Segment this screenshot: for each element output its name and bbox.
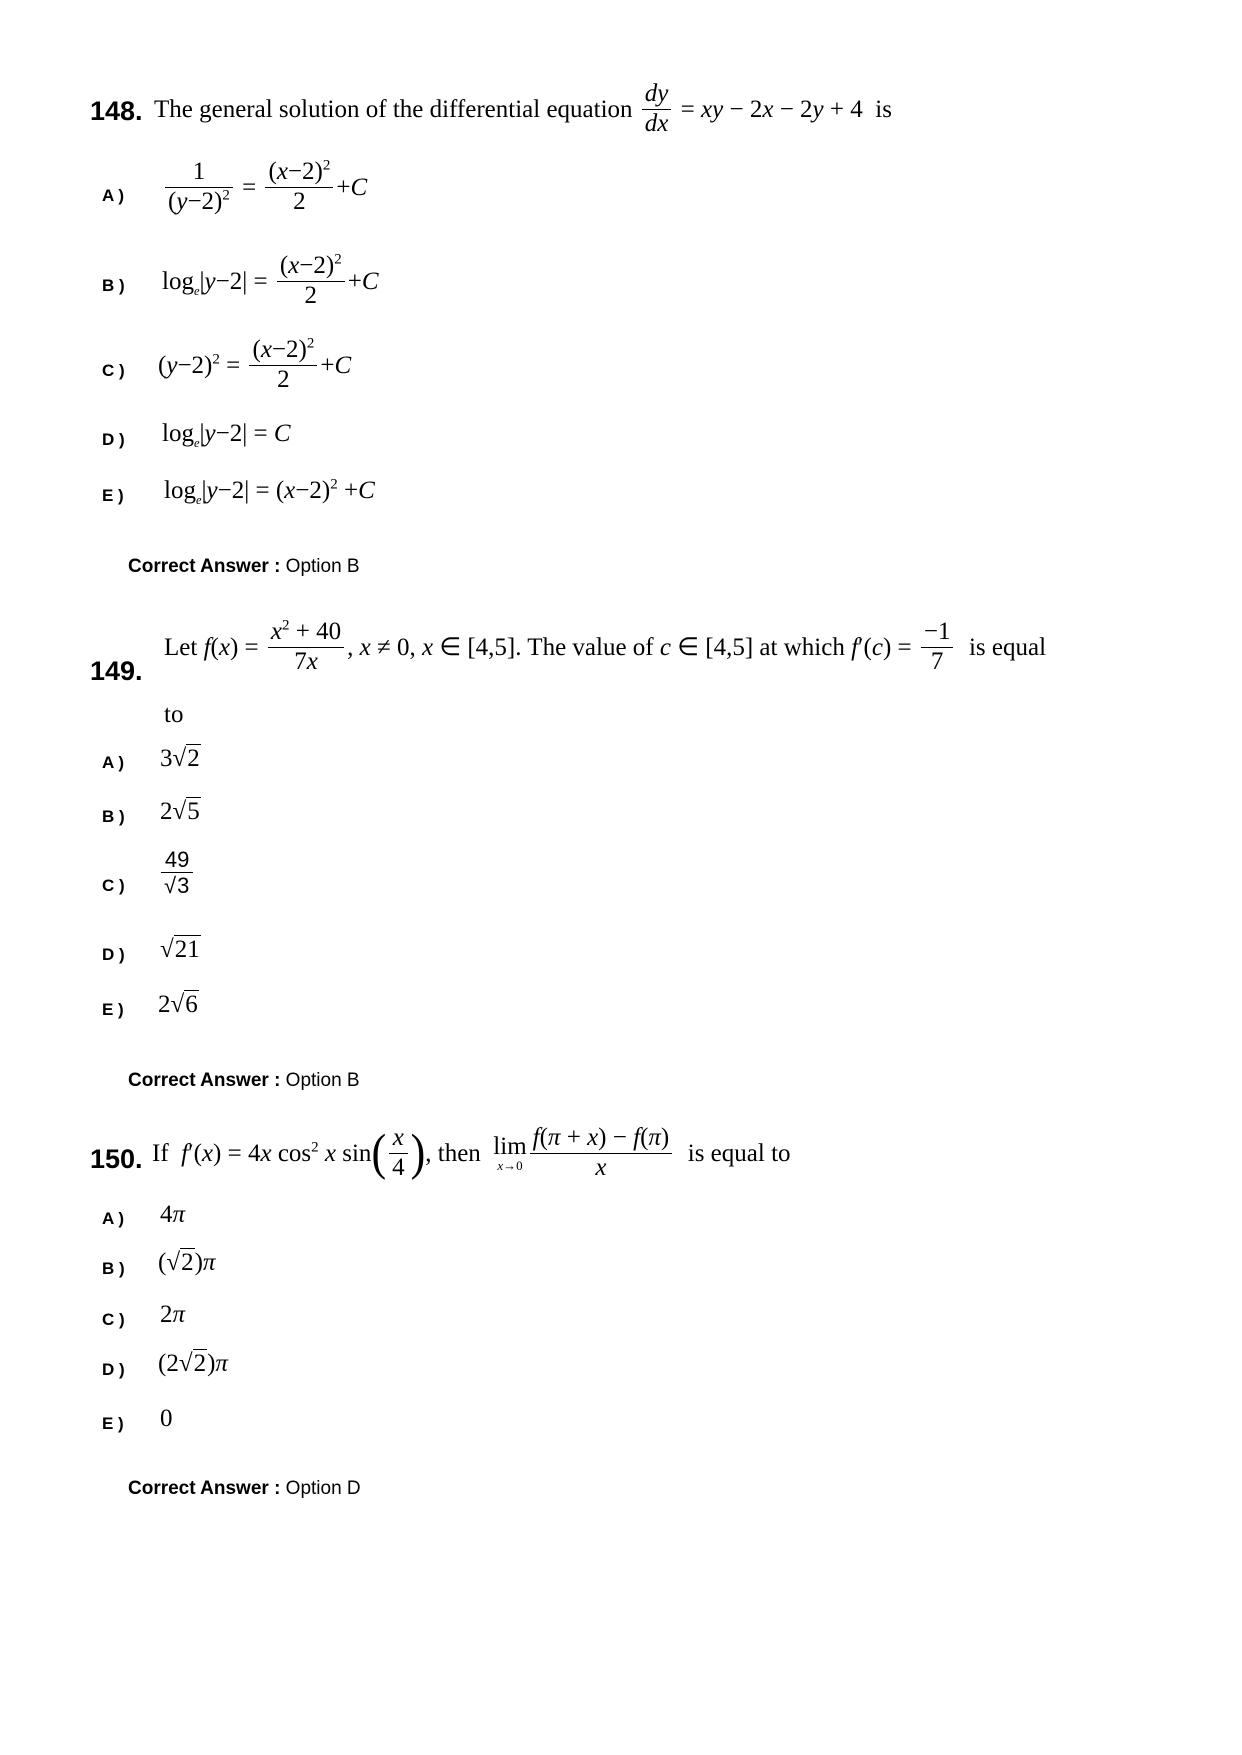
option-label: C ): [102, 876, 125, 895]
option-d-math[interactable]: $\log_e|y-2| = C$: [162, 420, 291, 450]
option-d-math[interactable]: √21: [160, 936, 200, 963]
option-b-math[interactable]: 2√5: [160, 798, 200, 825]
option-b-math[interactable]: $\log_e|y-2|$ = $\frac{(x-2)^2}{2}$ +C: [162, 251, 379, 309]
option-label: B ): [102, 1259, 125, 1278]
question-number: 150.: [90, 1144, 143, 1174]
option-label: D ): [102, 430, 125, 449]
question-stem: Let f(x) = $\frac{x^2 + 40}{7x}$ , x ≠ 0, x ∈ [4,5]. The value of c ∈ [4,5] at which f′(c) = $\frac{-1}{7}$ is equal: [164, 617, 1047, 675]
correct-answer: Correct Answer : Option D: [128, 1478, 361, 1499]
option-label: E ): [102, 486, 124, 505]
option-label: A ): [102, 1209, 125, 1228]
option-label: D ): [102, 1360, 125, 1379]
correct-answer: Correct Answer : Option B: [128, 556, 360, 577]
option-e-math[interactable]: $\log_e|y-2| = (x-2)^2 +C$: [164, 476, 375, 507]
answer-value: Option B: [285, 1070, 360, 1091]
question-stem: The general solution of the differential equation $\frac{dy}{dx}$ = xy − 2x − 2y + 4 is: [154, 80, 892, 137]
option-e-math[interactable]: 2√6: [158, 991, 198, 1018]
option-label: D ): [102, 945, 125, 964]
option-label: E ): [102, 1414, 124, 1433]
option-e-math[interactable]: 0: [160, 1405, 173, 1432]
option-c-math[interactable]: $\frac{49}{√3}$: [158, 847, 196, 899]
question-stem: If f′(x) = 4x $\cos^2 x$ sin( $\frac{x}{4}$ ), then lim x→0 $\frac{f(\pi + x) - f(\pi)}{x}$ is equal to: [152, 1124, 791, 1181]
option-label: C ): [102, 1310, 125, 1329]
option-label: C ): [102, 361, 125, 380]
answer-value: Option D: [285, 1478, 361, 1499]
option-c-math[interactable]: 2π: [160, 1301, 186, 1328]
option-label: E ): [102, 1000, 124, 1019]
option-label: A ): [102, 753, 125, 772]
correct-answer: Correct Answer : Option B: [128, 1070, 360, 1091]
question-stem-continued: to: [164, 701, 184, 728]
option-a-math[interactable]: 3√2: [160, 745, 200, 772]
option-a-math[interactable]: $\frac{1}{(y-2)^2}$ = $\frac{(x-2)^2}{2}$ +C: [162, 158, 367, 217]
option-label: A ): [102, 186, 125, 205]
question-number: 148.: [90, 96, 143, 126]
option-c-math[interactable]: $(y-2)^2$ = $\frac{(x-2)^2}{2}$ +C: [158, 335, 352, 393]
option-label: B ): [102, 807, 125, 826]
option-a-math[interactable]: 4π: [160, 1201, 186, 1228]
question-number: 149.: [90, 656, 143, 686]
option-d-math[interactable]: (2√2)π: [158, 1350, 228, 1377]
option-b-math[interactable]: (√2)π: [158, 1249, 216, 1276]
answer-value: Option B: [285, 556, 360, 577]
option-label: B ): [102, 276, 125, 295]
